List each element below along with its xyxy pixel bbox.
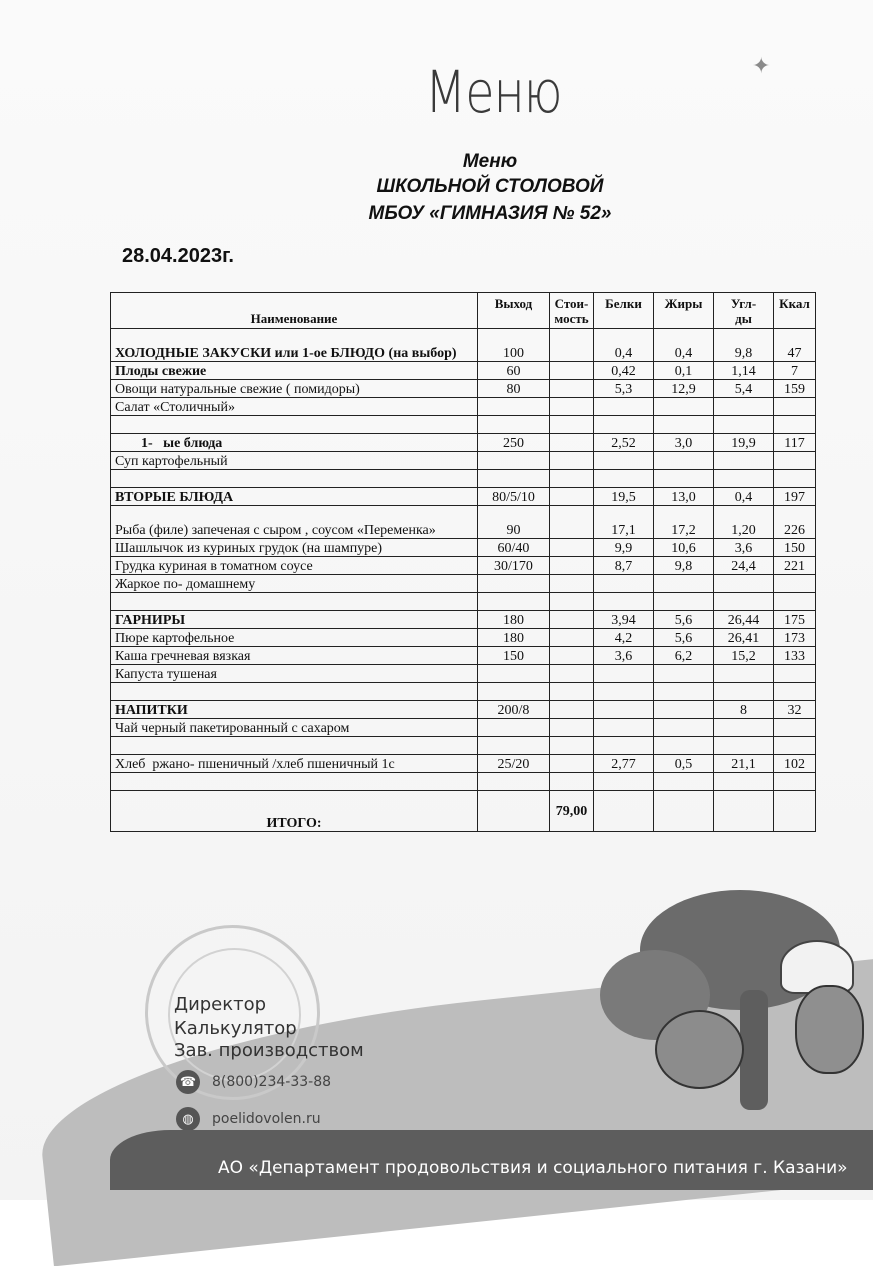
cell-fat: 0,4 [654, 329, 714, 362]
cell-fat [654, 470, 714, 488]
cell-name: 1- ые блюда [111, 434, 478, 452]
phone-number: 8(800)234-33-88 [212, 1074, 332, 1090]
cell-protein [594, 593, 654, 611]
cell-cost [550, 329, 594, 362]
cell-cost [550, 611, 594, 629]
cell-carbs [714, 416, 774, 434]
cell-output [478, 470, 550, 488]
total-fat-cell [654, 791, 714, 832]
table-row [111, 557, 816, 575]
cell-protein: 3,6 [594, 647, 654, 665]
table-row-empty [111, 470, 816, 488]
cell-carbs: 5,4 [714, 380, 774, 398]
col-cost-header [550, 293, 594, 329]
cell-kcal: 47 [774, 329, 816, 362]
cell-kcal [774, 593, 816, 611]
cell-name: Овощи натуральные свежие ( помидоры) [111, 380, 478, 398]
footer-company-name: АО «Департамент продовольствия и социального питания г. Казани» [218, 1158, 848, 1178]
cell-protein: 5,3 [594, 380, 654, 398]
cell-output [478, 416, 550, 434]
cell-output: 180 [478, 629, 550, 647]
cell-output [478, 575, 550, 593]
cell-fat [654, 665, 714, 683]
table-row [111, 665, 816, 683]
cell-carbs: 19,9 [714, 434, 774, 452]
cell-protein: 0,4 [594, 329, 654, 362]
table-row-empty [111, 737, 816, 755]
total-kcal-cell [774, 791, 816, 832]
cell-kcal: 7 [774, 362, 816, 380]
signature-director: Директор [174, 994, 267, 1015]
cell-cost [550, 755, 594, 773]
cell-fat [654, 452, 714, 470]
cell-output: 30/170 [478, 557, 550, 575]
cell-protein: 3,94 [594, 611, 654, 629]
cell-kcal: 133 [774, 647, 816, 665]
table-row [111, 362, 816, 380]
cell-kcal [774, 575, 816, 593]
cell-output: 60/40 [478, 539, 550, 557]
cell-fat [654, 416, 714, 434]
handwritten-title: Меню [425, 58, 562, 126]
cell-carbs: 8 [714, 701, 774, 719]
cell-fat [654, 683, 714, 701]
cell-protein [594, 683, 654, 701]
cell-output: 60 [478, 362, 550, 380]
cell-cost [550, 470, 594, 488]
total-value: 79,00 [550, 791, 594, 832]
table-row-empty [111, 773, 816, 791]
cell-carbs: 9,8 [714, 329, 774, 362]
cell-cost [550, 380, 594, 398]
cell-protein: 0,42 [594, 362, 654, 380]
cell-name: Плоды свежие [111, 362, 478, 380]
cell-carbs [714, 719, 774, 737]
cell-fat: 9,8 [654, 557, 714, 575]
cell-carbs [714, 593, 774, 611]
total-protein-cell [594, 791, 654, 832]
cell-name: ВТОРЫЕ БЛЮДА [111, 488, 478, 506]
cell-fat: 10,6 [654, 539, 714, 557]
cell-output [478, 452, 550, 470]
cell-name [111, 593, 478, 611]
cell-cost [550, 416, 594, 434]
cell-cost [550, 701, 594, 719]
cell-name: ХОЛОДНЫЕ ЗАКУСКИ или 1-ое БЛЮДО (на выбор) [111, 329, 478, 362]
cell-name: Рыба (филе) запеченая с сыром , соусом «Переменка» [111, 506, 478, 539]
col-kcal-header: Ккал [774, 293, 816, 329]
cell-cost [550, 539, 594, 557]
cell-protein [594, 737, 654, 755]
cell-protein [594, 773, 654, 791]
cartoon-chef-illustration [795, 985, 864, 1074]
total-label: ИТОГО: [111, 791, 478, 832]
cell-carbs [714, 452, 774, 470]
cell-carbs: 3,6 [714, 539, 774, 557]
table-row-empty [111, 593, 816, 611]
cell-output [478, 683, 550, 701]
cell-output: 180 [478, 611, 550, 629]
cell-kcal: 173 [774, 629, 816, 647]
cell-carbs [714, 575, 774, 593]
cell-kcal: 221 [774, 557, 816, 575]
cell-kcal: 117 [774, 434, 816, 452]
cell-output [478, 719, 550, 737]
cell-protein: 2,77 [594, 755, 654, 773]
cell-fat: 6,2 [654, 647, 714, 665]
cell-name: Хлеб ржано- пшеничный /хлеб пшеничный 1с [111, 755, 478, 773]
menu-table [110, 292, 816, 832]
cell-carbs: 1,20 [714, 506, 774, 539]
table-row-empty [111, 683, 816, 701]
cell-name: Чай черный пакетированный с сахаром [111, 719, 478, 737]
heading-menu: Меню [462, 151, 518, 172]
cell-fat [654, 773, 714, 791]
table-row [111, 452, 816, 470]
cell-kcal [774, 773, 816, 791]
total-carbs-cell [714, 791, 774, 832]
cell-output: 100 [478, 329, 550, 362]
cell-cost [550, 506, 594, 539]
cell-protein: 4,2 [594, 629, 654, 647]
col-carbs-header-line1: Угл- [730, 296, 757, 311]
cell-carbs [714, 773, 774, 791]
cell-carbs: 26,44 [714, 611, 774, 629]
cell-kcal [774, 683, 816, 701]
cell-output [478, 773, 550, 791]
cell-cost [550, 488, 594, 506]
cell-carbs [714, 398, 774, 416]
cell-carbs: 0,4 [714, 488, 774, 506]
cell-protein: 17,1 [594, 506, 654, 539]
total-row [111, 791, 816, 832]
signature-production-head: Зав. производством [174, 1040, 364, 1061]
table-row [111, 539, 816, 557]
cell-kcal [774, 398, 816, 416]
cell-fat [654, 398, 714, 416]
cell-carbs [714, 470, 774, 488]
signature-calculator: Калькулятор [174, 1018, 297, 1039]
cell-output [478, 737, 550, 755]
cell-name [111, 773, 478, 791]
cell-kcal: 102 [774, 755, 816, 773]
cell-carbs [714, 683, 774, 701]
cell-fat [654, 593, 714, 611]
col-carbs-header-line2: ды [735, 311, 752, 326]
cell-output [478, 593, 550, 611]
cell-name: Жаркое по- домашнему [111, 575, 478, 593]
cell-cost [550, 737, 594, 755]
cell-fat: 5,6 [654, 611, 714, 629]
cell-protein [594, 665, 654, 683]
table-row [111, 434, 816, 452]
menu-table-body [111, 329, 816, 791]
cell-carbs: 15,2 [714, 647, 774, 665]
table-row [111, 611, 816, 629]
cell-name [111, 470, 478, 488]
col-name-header: Наименование [111, 293, 478, 329]
sparkle-icon: ✦ [752, 54, 771, 79]
cell-kcal [774, 452, 816, 470]
cell-carbs [714, 665, 774, 683]
table-row [111, 380, 816, 398]
cell-kcal [774, 719, 816, 737]
globe-icon: ◍ [176, 1107, 200, 1131]
cell-name: Пюре картофельное [111, 629, 478, 647]
cell-fat: 0,1 [654, 362, 714, 380]
cell-protein: 2,52 [594, 434, 654, 452]
cell-protein [594, 416, 654, 434]
table-row [111, 629, 816, 647]
cell-name: Грудка куриная в томатном соусе [111, 557, 478, 575]
cell-kcal [774, 470, 816, 488]
cell-output [478, 398, 550, 416]
cell-carbs: 21,1 [714, 755, 774, 773]
cell-protein [594, 398, 654, 416]
cell-name [111, 683, 478, 701]
cell-output: 200/8 [478, 701, 550, 719]
cell-output: 80 [478, 380, 550, 398]
cell-fat [654, 737, 714, 755]
tree-trunk-illustration [740, 990, 768, 1110]
cell-carbs: 24,4 [714, 557, 774, 575]
cartoon-character-illustration [655, 1010, 744, 1089]
cell-cost [550, 557, 594, 575]
table-row [111, 719, 816, 737]
cell-kcal [774, 665, 816, 683]
cell-protein: 19,5 [594, 488, 654, 506]
cell-output: 150 [478, 647, 550, 665]
website-contact [176, 1107, 321, 1131]
heading-school-name: МБОУ «ГИМНАЗИЯ № 52» [368, 203, 612, 224]
cell-kcal [774, 416, 816, 434]
cell-fat: 5,6 [654, 629, 714, 647]
table-row [111, 488, 816, 506]
cell-name: Каша гречневая вязкая [111, 647, 478, 665]
cell-name [111, 737, 478, 755]
cell-fat: 12,9 [654, 380, 714, 398]
cell-protein [594, 701, 654, 719]
cell-cost [550, 362, 594, 380]
cell-fat: 0,5 [654, 755, 714, 773]
cell-kcal [774, 737, 816, 755]
cell-kcal: 150 [774, 539, 816, 557]
col-fat-header: Жиры [654, 293, 714, 329]
cell-fat: 17,2 [654, 506, 714, 539]
table-row [111, 647, 816, 665]
cell-fat [654, 575, 714, 593]
phone-contact [176, 1070, 331, 1094]
cell-cost [550, 575, 594, 593]
cell-cost [550, 593, 594, 611]
cell-cost [550, 398, 594, 416]
cell-output: 25/20 [478, 755, 550, 773]
cell-fat: 13,0 [654, 488, 714, 506]
cell-kcal: 226 [774, 506, 816, 539]
cell-fat [654, 719, 714, 737]
cell-cost [550, 452, 594, 470]
table-row [111, 701, 816, 719]
cell-protein [594, 452, 654, 470]
cell-cost [550, 773, 594, 791]
cell-name: Капуста тушеная [111, 665, 478, 683]
cell-name: Суп картофельный [111, 452, 478, 470]
cell-output: 250 [478, 434, 550, 452]
cell-output: 90 [478, 506, 550, 539]
table-row [111, 398, 816, 416]
col-output-header: Выход [478, 293, 550, 329]
cell-name: ГАРНИРЫ [111, 611, 478, 629]
cell-protein: 9,9 [594, 539, 654, 557]
col-carbs-header [714, 293, 774, 329]
cell-kcal: 32 [774, 701, 816, 719]
cell-cost [550, 434, 594, 452]
table-header-row [111, 293, 816, 329]
cell-name: НАПИТКИ [111, 701, 478, 719]
table-row [111, 329, 816, 362]
cell-carbs: 1,14 [714, 362, 774, 380]
heading-school-canteen: ШКОЛЬНОЙ СТОЛОВОЙ [376, 176, 604, 197]
total-output-cell [478, 791, 550, 832]
website-address: poelidovolen.ru [212, 1111, 321, 1127]
col-protein-header: Белки [594, 293, 654, 329]
cell-cost [550, 629, 594, 647]
col-cost-header-line2: мость [554, 311, 589, 326]
cell-cost [550, 683, 594, 701]
cell-fat [654, 701, 714, 719]
cell-kcal: 197 [774, 488, 816, 506]
col-cost-header-line1: Стои- [554, 296, 589, 311]
cell-cost [550, 719, 594, 737]
table-row [111, 575, 816, 593]
cell-protein [594, 575, 654, 593]
cell-name: Шашлычок из куриных грудок (на шампуре) [111, 539, 478, 557]
cell-output [478, 665, 550, 683]
cell-fat: 3,0 [654, 434, 714, 452]
table-row [111, 506, 816, 539]
cell-protein: 8,7 [594, 557, 654, 575]
menu-date: 28.04.2023г. [122, 245, 234, 267]
cell-protein [594, 719, 654, 737]
cell-cost [550, 665, 594, 683]
table-row [111, 755, 816, 773]
cell-kcal: 175 [774, 611, 816, 629]
cell-carbs [714, 737, 774, 755]
table-row-empty [111, 416, 816, 434]
phone-icon: ☎ [176, 1070, 200, 1094]
cell-name: Салат «Столичный» [111, 398, 478, 416]
cell-cost [550, 647, 594, 665]
cell-kcal: 159 [774, 380, 816, 398]
cell-output: 80/5/10 [478, 488, 550, 506]
cell-protein [594, 470, 654, 488]
cell-name [111, 416, 478, 434]
cell-carbs: 26,41 [714, 629, 774, 647]
